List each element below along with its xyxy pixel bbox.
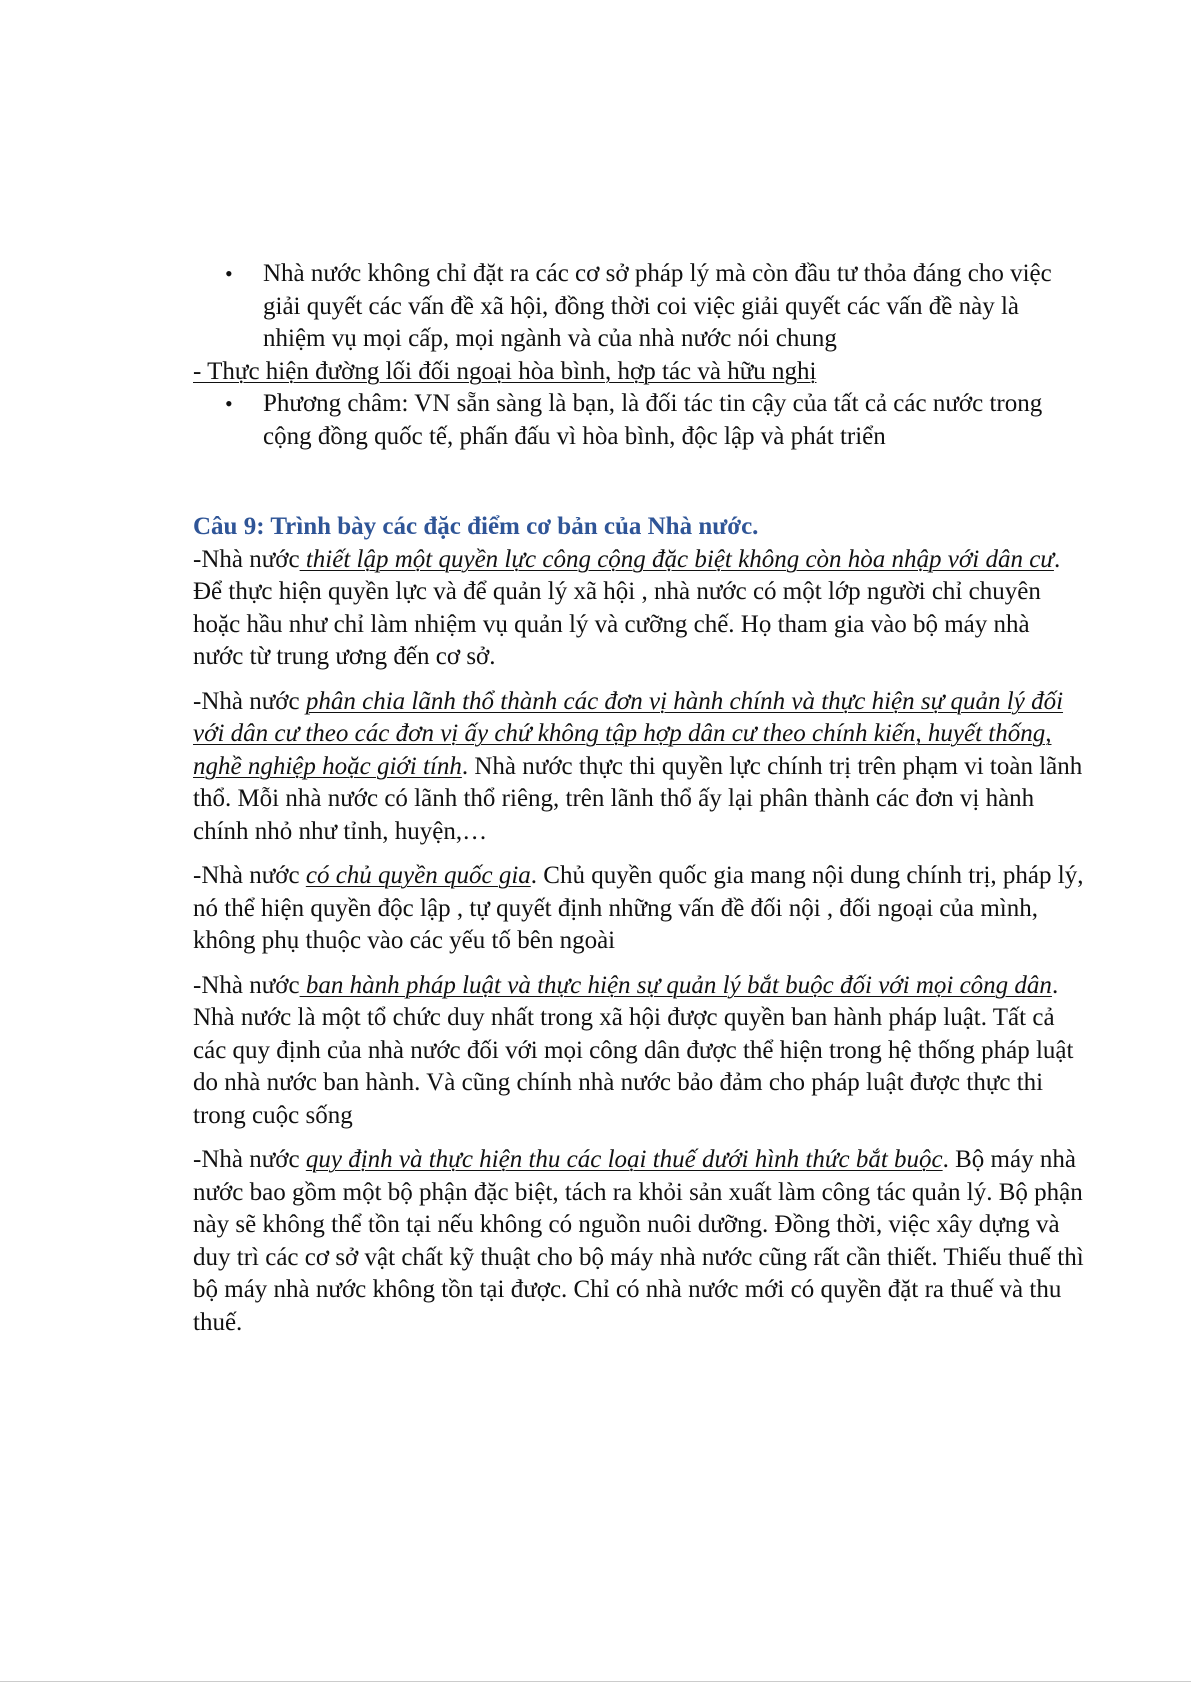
- paragraph-emphasis: có chủ quyền quốc gia: [305, 862, 531, 889]
- paragraph-lead: -Nhà nước: [193, 971, 300, 999]
- page-bottom-edge: [0, 1681, 1191, 1682]
- paragraph-rest: . Chủ quyền quốc gia mang nội dung chính trị, pháp lý, nó thể hiện quyền độc lập , tự quyết định những vấn đề đối nội , đối ngoại của mình, không phụ thuộc vào các yếu tố bên ngoài: [193, 862, 1084, 954]
- section-subheading: - Thực hiện đường lối đối ngoại hòa bình, hợp tác và hữu nghị: [193, 357, 817, 385]
- paragraph-lead: -Nhà nước: [193, 1146, 306, 1173]
- paragraph-lead: -Nhà nước: [193, 862, 306, 889]
- bullet-dot-icon: •: [225, 391, 233, 416]
- bullet-list-top: [193, 258, 1085, 356]
- paragraph-emphasis: ban hành pháp luật và thực hiện sự quản lý bắt buộc đối với mọi công dân: [299, 971, 1052, 999]
- paragraph-lead: -Nhà nước: [193, 545, 300, 573]
- paragraph-lead: -Nhà nước: [193, 687, 306, 715]
- paragraph: [193, 544, 1085, 674]
- bullet-item: [193, 388, 1085, 453]
- bullet-dot-icon: •: [225, 261, 233, 286]
- paragraph-rest: . Bộ máy nhà nước bao gồm một bộ phận đặc biệt, tách ra khỏi sản xuất làm công tác quản lý. Bộ phận này sẽ không thể tồn tại nếu không có nguồn nuôi dưỡng. Đồng thời, việc xây dựng và duy trì các cơ sở vật chất kỹ thuật cho bộ máy nhà nước cũng rất cần thiết. Thiếu thuế thì bộ máy nhà nước không tồn tại được. Chỉ có nhà nước mới có quyền đặt ra thuế và thu thuế.: [193, 1146, 1084, 1336]
- paragraph: [193, 686, 1085, 849]
- bullet-text: Phương châm: VN sẵn sàng là bạn, là đối tác tin cậy của tất cả các nước trong cộng đồng quốc tế, phấn đấu vì hòa bình, độc lập và phát triển: [263, 390, 1043, 450]
- paragraph-emphasis: thiết lập một quyền lực công cộng đặc biệt không còn hòa nhập với dân cư: [299, 545, 1054, 573]
- bullet-list-after: [193, 388, 1085, 453]
- paragraph-rest: . Nhà nước là một tổ chức duy nhất trong xã hội được quyền ban hành pháp luật. Tất cả các quy định của nhà nước đối với mọi công dân được thể hiện trong hệ thống pháp luật do nhà nước ban hành. Và cũng chính nhà nước bảo đảm cho pháp luật được thực thi trong cuộc sống: [193, 971, 1074, 1129]
- paragraph: [193, 1144, 1085, 1339]
- bullet-text: Nhà nước không chỉ đặt ra các cơ sở pháp lý mà còn đầu tư thỏa đáng cho việc giải quyết các vấn đề xã hội, đồng thời coi việc giải quyết các vấn đề này là nhiệm vụ mọi cấp, mọi ngành và của nhà nước nói chung: [263, 260, 1052, 352]
- question-heading: Câu 9: Trình bày các đặc điểm cơ bản của Nhà nước.: [193, 513, 759, 540]
- paragraph-rest: . Nhà nước thực thi quyền lực chính trị trên phạm vi toàn lãnh thổ. Mỗi nhà nước có lãnh thổ riêng, trên lãnh thổ ấy lại phân thành các đơn vị hành chính nhỏ như tỉnh, huyện,…: [193, 752, 1083, 845]
- document-body: [193, 258, 1085, 1351]
- paragraph: [193, 970, 1085, 1133]
- bullet-item: [193, 258, 1085, 356]
- paragraph: [193, 860, 1085, 958]
- paragraph-emphasis: quy định và thực hiện thu các loại thuế dưới hình thức bắt buộc: [305, 1146, 943, 1173]
- paragraph-rest: . Để thực hiện quyền lực và để quản lý xã hội , nhà nước có một lớp người chỉ chuyên hoặc hầu như chỉ làm nhiệm vụ quản lý và cưỡng chế. Họ tham gia vào bộ máy nhà nước từ trung ương đến cơ sở.: [193, 545, 1061, 670]
- paragraph-emphasis: phân chia lãnh thổ thành các đơn vị hành chính và thực hiện sự quản lý đối với dân cư theo các đơn vị ấy chứ không tập hợp dân cư theo chính kiến, huyết thống, nghề nghiệp hoặc giới tính: [193, 687, 1064, 780]
